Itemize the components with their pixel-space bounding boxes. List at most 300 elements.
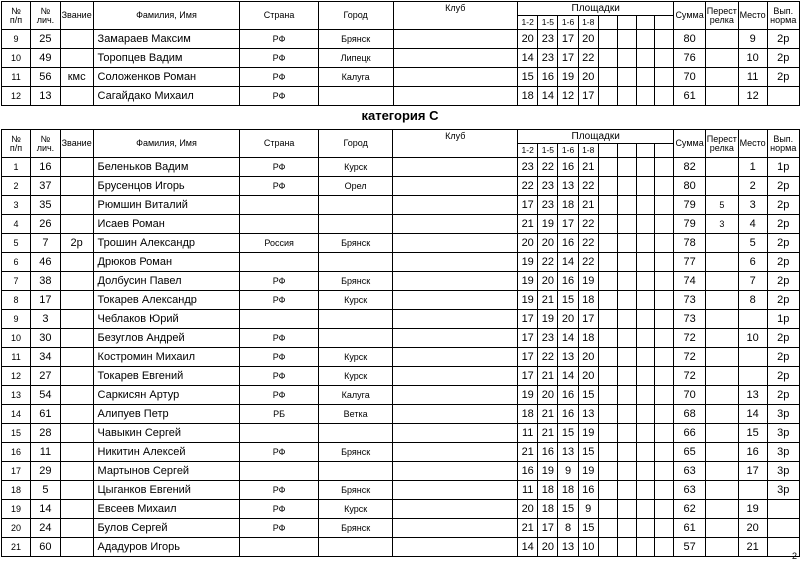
cell-summa: 76 bbox=[674, 49, 706, 68]
cell-fio: Чеблаков Юрий bbox=[93, 310, 240, 329]
table-row bbox=[2, 348, 800, 367]
cell-ploshchadka-7 bbox=[636, 443, 655, 462]
cell-vyp: 2р bbox=[767, 348, 799, 367]
header-ploshchadki: Площадки bbox=[518, 130, 674, 144]
cell-klub bbox=[393, 158, 518, 177]
cell-pereset bbox=[705, 234, 738, 253]
header-line: норма bbox=[770, 142, 797, 153]
cell-zvanie: кмс bbox=[60, 68, 93, 87]
cell-gorod: Липецк bbox=[318, 49, 393, 68]
cell-pereset bbox=[705, 30, 738, 49]
cell-np: 12 bbox=[2, 87, 31, 106]
cell-strana: РФ bbox=[240, 158, 318, 177]
cell-np: 1 bbox=[2, 158, 31, 177]
cell-pereset bbox=[705, 158, 738, 177]
cell-gorod bbox=[318, 87, 393, 106]
cell-fio: Исаев Роман bbox=[93, 215, 240, 234]
cell-strana: РФ bbox=[240, 30, 318, 49]
cell-klub bbox=[393, 481, 518, 500]
cell-pereset bbox=[705, 462, 738, 481]
cell-zvanie: 2р bbox=[60, 234, 93, 253]
cell-nlic: 37 bbox=[31, 177, 61, 196]
cell-mesto: 19 bbox=[738, 500, 767, 519]
cell-ploshchadka-4: 20 bbox=[578, 68, 598, 87]
cell-zvanie bbox=[60, 386, 93, 405]
cell-ploshchadka-3: 17 bbox=[558, 30, 578, 49]
cell-gorod: Курск bbox=[318, 348, 393, 367]
cell-np: 11 bbox=[2, 68, 31, 87]
cell-ploshchadka-2: 18 bbox=[538, 481, 558, 500]
cell-np: 11 bbox=[2, 348, 31, 367]
cell-fio: Евсеев Михаил bbox=[93, 500, 240, 519]
cell-strana: РФ bbox=[240, 519, 318, 538]
cell-vyp bbox=[767, 87, 799, 106]
table-row bbox=[2, 443, 800, 462]
header-row bbox=[2, 130, 800, 144]
cell-zvanie bbox=[60, 310, 93, 329]
cell-ploshchadka-8 bbox=[655, 443, 674, 462]
cell-ploshchadka-4: 20 bbox=[578, 367, 598, 386]
cell-ploshchadka-4: 15 bbox=[578, 519, 598, 538]
cell-gorod: Курск bbox=[318, 500, 393, 519]
cell-vyp: 2р bbox=[767, 329, 799, 348]
cell-summa: 68 bbox=[674, 405, 706, 424]
cell-klub bbox=[393, 348, 518, 367]
header-summa: Сумма bbox=[674, 2, 706, 30]
header-ploshchadka-3: 1-6 bbox=[558, 16, 578, 30]
cell-ploshchadka-5 bbox=[598, 462, 617, 481]
table-row bbox=[2, 272, 800, 291]
cell-gorod bbox=[318, 424, 393, 443]
cell-vyp: 2р bbox=[767, 291, 799, 310]
cell-vyp: 2р bbox=[767, 386, 799, 405]
cell-nlic: 13 bbox=[31, 87, 61, 106]
cell-vyp: 2р bbox=[767, 177, 799, 196]
cell-ploshchadka-2: 18 bbox=[538, 500, 558, 519]
header-line: лич. bbox=[36, 14, 55, 25]
cell-strana bbox=[240, 253, 318, 272]
cell-vyp: 2р bbox=[767, 68, 799, 87]
cell-klub bbox=[393, 386, 518, 405]
cell-ploshchadka-6 bbox=[617, 386, 636, 405]
cell-pereset bbox=[705, 538, 738, 557]
cell-ploshchadka-7 bbox=[636, 291, 655, 310]
table-row bbox=[2, 234, 800, 253]
cell-pereset bbox=[705, 519, 738, 538]
cell-ploshchadka-3: 17 bbox=[558, 49, 578, 68]
cell-ploshchadka-4: 15 bbox=[578, 386, 598, 405]
cell-mesto: 15 bbox=[738, 424, 767, 443]
cell-zvanie bbox=[60, 405, 93, 424]
cell-ploshchadka-5 bbox=[598, 329, 617, 348]
cell-nlic: 5 bbox=[31, 481, 61, 500]
cell-ploshchadka-3: 16 bbox=[558, 234, 578, 253]
cell-ploshchadka-5 bbox=[598, 367, 617, 386]
header-zvanie: Звание bbox=[60, 2, 93, 30]
cell-ploshchadka-2: 16 bbox=[538, 68, 558, 87]
header-zvanie: Звание bbox=[60, 130, 93, 158]
header-line: № bbox=[40, 133, 51, 144]
header-ploshchadka-8 bbox=[655, 144, 674, 158]
table-row bbox=[2, 519, 800, 538]
cell-pereset bbox=[705, 310, 738, 329]
cell-ploshchadka-5 bbox=[598, 443, 617, 462]
cell-ploshchadka-8 bbox=[655, 348, 674, 367]
cell-ploshchadka-5 bbox=[598, 196, 617, 215]
cell-np: 21 bbox=[2, 538, 31, 557]
cell-ploshchadka-2: 23 bbox=[538, 30, 558, 49]
cell-ploshchadka-6 bbox=[617, 443, 636, 462]
cell-ploshchadka-2: 20 bbox=[538, 234, 558, 253]
cell-ploshchadka-1: 16 bbox=[518, 462, 538, 481]
cell-pereset bbox=[705, 367, 738, 386]
cell-strana: РФ bbox=[240, 348, 318, 367]
cell-ploshchadka-5 bbox=[598, 519, 617, 538]
cell-ploshchadka-7 bbox=[636, 310, 655, 329]
cell-np: 9 bbox=[2, 30, 31, 49]
header-mesto: Место bbox=[738, 130, 767, 158]
cell-fio: Саркисян Артур bbox=[93, 386, 240, 405]
cell-fio: Никитин Алексей bbox=[93, 443, 240, 462]
cell-gorod bbox=[318, 310, 393, 329]
cell-ploshchadka-3: 15 bbox=[558, 291, 578, 310]
cell-ploshchadka-1: 17 bbox=[518, 329, 538, 348]
table-row bbox=[2, 49, 800, 68]
cell-np: 6 bbox=[2, 253, 31, 272]
cell-ploshchadka-5 bbox=[598, 348, 617, 367]
cell-ploshchadka-2: 19 bbox=[538, 215, 558, 234]
header-line: Вып. bbox=[773, 133, 794, 144]
cell-ploshchadka-4: 21 bbox=[578, 196, 598, 215]
cell-np: 16 bbox=[2, 443, 31, 462]
cell-ploshchadka-1: 14 bbox=[518, 49, 538, 68]
cell-vyp: 1р bbox=[767, 310, 799, 329]
cell-ploshchadka-8 bbox=[655, 215, 674, 234]
cell-np: 18 bbox=[2, 481, 31, 500]
cell-vyp: 1р bbox=[767, 158, 799, 177]
cell-ploshchadka-1: 17 bbox=[518, 310, 538, 329]
cell-zvanie bbox=[60, 462, 93, 481]
cell-zvanie bbox=[60, 215, 93, 234]
cell-ploshchadka-3: 9 bbox=[558, 462, 578, 481]
header-ploshchadka-5 bbox=[598, 144, 617, 158]
cell-ploshchadka-8 bbox=[655, 272, 674, 291]
cell-ploshchadka-3: 20 bbox=[558, 310, 578, 329]
cell-klub bbox=[393, 367, 518, 386]
cell-strana: РФ bbox=[240, 481, 318, 500]
cell-gorod bbox=[318, 462, 393, 481]
table-row bbox=[2, 215, 800, 234]
cell-klub bbox=[393, 234, 518, 253]
cell-ploshchadka-7 bbox=[636, 68, 655, 87]
cell-mesto: 8 bbox=[738, 291, 767, 310]
header-ploshchadka-4: 1-8 bbox=[578, 16, 598, 30]
header-nlic bbox=[31, 2, 61, 30]
cell-ploshchadka-7 bbox=[636, 272, 655, 291]
cell-fio: Трошин Александр bbox=[93, 234, 240, 253]
cell-np: 9 bbox=[2, 310, 31, 329]
cell-np: 20 bbox=[2, 519, 31, 538]
category-title: категория С bbox=[361, 108, 439, 123]
table-row bbox=[2, 367, 800, 386]
cell-ploshchadka-6 bbox=[617, 348, 636, 367]
table-row bbox=[2, 177, 800, 196]
cell-ploshchadka-2: 23 bbox=[538, 177, 558, 196]
cell-ploshchadka-2: 20 bbox=[538, 272, 558, 291]
cell-klub bbox=[393, 405, 518, 424]
header-strana: Страна bbox=[240, 2, 318, 30]
cell-ploshchadka-6 bbox=[617, 68, 636, 87]
cell-np: 2 bbox=[2, 177, 31, 196]
cell-zvanie bbox=[60, 329, 93, 348]
cell-ploshchadka-4: 22 bbox=[578, 215, 598, 234]
header-fio: Фамилия, Имя bbox=[93, 130, 240, 158]
cell-ploshchadka-7 bbox=[636, 196, 655, 215]
cell-summa: 66 bbox=[674, 424, 706, 443]
cell-klub bbox=[393, 87, 518, 106]
cell-summa: 77 bbox=[674, 253, 706, 272]
header-gorod: Город bbox=[318, 2, 393, 30]
cell-ploshchadka-4: 22 bbox=[578, 49, 598, 68]
cell-vyp: 3р bbox=[767, 462, 799, 481]
cell-strana: РБ bbox=[240, 405, 318, 424]
cell-klub bbox=[393, 68, 518, 87]
cell-pereset bbox=[705, 291, 738, 310]
cell-np: 10 bbox=[2, 49, 31, 68]
cell-mesto: 11 bbox=[738, 68, 767, 87]
cell-ploshchadka-4: 22 bbox=[578, 177, 598, 196]
cell-ploshchadka-6 bbox=[617, 291, 636, 310]
header-ploshchadka-6 bbox=[617, 144, 636, 158]
cell-ploshchadka-4: 20 bbox=[578, 348, 598, 367]
cell-fio: Безуглов Андрей bbox=[93, 329, 240, 348]
cell-np: 5 bbox=[2, 234, 31, 253]
cell-ploshchadka-8 bbox=[655, 253, 674, 272]
cell-fio: Рюмшин Виталий bbox=[93, 196, 240, 215]
cell-pereset bbox=[705, 272, 738, 291]
header-ploshchadka-7 bbox=[636, 16, 655, 30]
cell-strana bbox=[240, 462, 318, 481]
cell-zvanie bbox=[60, 49, 93, 68]
cell-klub bbox=[393, 215, 518, 234]
cell-ploshchadka-1: 17 bbox=[518, 196, 538, 215]
cell-ploshchadka-1: 21 bbox=[518, 215, 538, 234]
cell-ploshchadka-6 bbox=[617, 500, 636, 519]
cell-ploshchadka-8 bbox=[655, 158, 674, 177]
cell-ploshchadka-8 bbox=[655, 367, 674, 386]
cell-np: 15 bbox=[2, 424, 31, 443]
cell-zvanie bbox=[60, 196, 93, 215]
cell-ploshchadka-6 bbox=[617, 253, 636, 272]
cell-ploshchadka-5 bbox=[598, 272, 617, 291]
cell-ploshchadka-2: 22 bbox=[538, 158, 558, 177]
cell-ploshchadka-7 bbox=[636, 253, 655, 272]
cell-summa: 65 bbox=[674, 443, 706, 462]
header-summa: Сумма bbox=[674, 130, 706, 158]
cell-strana: РФ bbox=[240, 386, 318, 405]
cell-ploshchadka-4: 15 bbox=[578, 443, 598, 462]
cell-ploshchadka-1: 17 bbox=[518, 348, 538, 367]
cell-ploshchadka-7 bbox=[636, 367, 655, 386]
cell-fio: Чавыкин Сергей bbox=[93, 424, 240, 443]
cell-ploshchadka-6 bbox=[617, 177, 636, 196]
header-line: Вып. bbox=[773, 5, 794, 16]
cell-ploshchadka-6 bbox=[617, 234, 636, 253]
header-pereset bbox=[705, 130, 738, 158]
cell-ploshchadka-6 bbox=[617, 49, 636, 68]
cell-mesto: 10 bbox=[738, 329, 767, 348]
cell-vyp: 3р bbox=[767, 443, 799, 462]
cell-gorod: Курск bbox=[318, 291, 393, 310]
header-np bbox=[2, 2, 31, 30]
cell-ploshchadka-8 bbox=[655, 177, 674, 196]
cell-gorod: Брянск bbox=[318, 481, 393, 500]
cell-ploshchadka-3: 16 bbox=[558, 272, 578, 291]
cell-zvanie bbox=[60, 500, 93, 519]
cell-np: 17 bbox=[2, 462, 31, 481]
cell-gorod: Калуга bbox=[318, 386, 393, 405]
cell-ploshchadka-4: 19 bbox=[578, 462, 598, 481]
cell-ploshchadka-3: 13 bbox=[558, 443, 578, 462]
cell-pereset bbox=[705, 177, 738, 196]
cell-ploshchadka-1: 19 bbox=[518, 272, 538, 291]
cell-strana: Россия bbox=[240, 234, 318, 253]
cell-ploshchadka-7 bbox=[636, 329, 655, 348]
cell-fio: Ададуров Игорь bbox=[93, 538, 240, 557]
cell-np: 19 bbox=[2, 500, 31, 519]
cell-ploshchadka-8 bbox=[655, 386, 674, 405]
cell-ploshchadka-2: 19 bbox=[538, 310, 558, 329]
cell-zvanie bbox=[60, 291, 93, 310]
header-strana: Страна bbox=[240, 130, 318, 158]
cell-ploshchadka-8 bbox=[655, 234, 674, 253]
cell-ploshchadka-7 bbox=[636, 538, 655, 557]
cell-ploshchadka-6 bbox=[617, 367, 636, 386]
cell-mesto: 2 bbox=[738, 177, 767, 196]
cell-ploshchadka-6 bbox=[617, 481, 636, 500]
cell-fio: Беленьков Вадим bbox=[93, 158, 240, 177]
cell-ploshchadka-7 bbox=[636, 405, 655, 424]
table-row bbox=[2, 462, 800, 481]
cell-summa: 79 bbox=[674, 215, 706, 234]
table-row bbox=[2, 196, 800, 215]
cell-ploshchadka-6 bbox=[617, 424, 636, 443]
cell-ploshchadka-5 bbox=[598, 291, 617, 310]
cell-ploshchadka-2: 22 bbox=[538, 348, 558, 367]
cell-ploshchadka-6 bbox=[617, 196, 636, 215]
cell-strana: РФ bbox=[240, 367, 318, 386]
cell-ploshchadka-2: 22 bbox=[538, 253, 558, 272]
cell-ploshchadka-7 bbox=[636, 424, 655, 443]
table-row bbox=[2, 386, 800, 405]
table-row bbox=[2, 30, 800, 49]
cell-summa: 70 bbox=[674, 68, 706, 87]
results-table-category-c bbox=[1, 129, 800, 557]
cell-ploshchadka-7 bbox=[636, 462, 655, 481]
cell-zvanie bbox=[60, 177, 93, 196]
cell-ploshchadka-5 bbox=[598, 310, 617, 329]
cell-ploshchadka-6 bbox=[617, 538, 636, 557]
header-ploshchadka-5 bbox=[598, 16, 617, 30]
cell-np: 8 bbox=[2, 291, 31, 310]
cell-ploshchadka-2: 21 bbox=[538, 367, 558, 386]
cell-summa: 80 bbox=[674, 30, 706, 49]
cell-ploshchadka-4: 18 bbox=[578, 329, 598, 348]
cell-summa: 82 bbox=[674, 158, 706, 177]
cell-mesto: 13 bbox=[738, 386, 767, 405]
header-ploshchadka-1: 1-2 bbox=[518, 16, 538, 30]
cell-nlic: 17 bbox=[31, 291, 61, 310]
cell-fio: Мартынов Сергей bbox=[93, 462, 240, 481]
cell-ploshchadka-4: 18 bbox=[578, 291, 598, 310]
cell-ploshchadka-8 bbox=[655, 49, 674, 68]
cell-ploshchadka-1: 18 bbox=[518, 405, 538, 424]
cell-nlic: 46 bbox=[31, 253, 61, 272]
cell-ploshchadka-7 bbox=[636, 481, 655, 500]
cell-zvanie bbox=[60, 272, 93, 291]
header-ploshchadka-8 bbox=[655, 16, 674, 30]
cell-nlic: 3 bbox=[31, 310, 61, 329]
cell-nlic: 16 bbox=[31, 158, 61, 177]
cell-np: 7 bbox=[2, 272, 31, 291]
cell-pereset: 3 bbox=[705, 215, 738, 234]
cell-ploshchadka-3: 14 bbox=[558, 367, 578, 386]
cell-ploshchadka-1: 22 bbox=[518, 177, 538, 196]
cell-zvanie bbox=[60, 30, 93, 49]
header-np bbox=[2, 130, 31, 158]
cell-ploshchadka-4: 16 bbox=[578, 481, 598, 500]
cell-ploshchadka-8 bbox=[655, 500, 674, 519]
cell-zvanie bbox=[60, 424, 93, 443]
cell-summa: 57 bbox=[674, 538, 706, 557]
cell-vyp: 2р bbox=[767, 234, 799, 253]
table-row bbox=[2, 291, 800, 310]
cell-mesto bbox=[738, 310, 767, 329]
cell-ploshchadka-2: 20 bbox=[538, 386, 558, 405]
header-line: п/п bbox=[9, 14, 23, 25]
cell-mesto: 10 bbox=[738, 49, 767, 68]
cell-vyp: 2р bbox=[767, 367, 799, 386]
cell-ploshchadka-3: 14 bbox=[558, 329, 578, 348]
cell-pereset bbox=[705, 348, 738, 367]
cell-ploshchadka-7 bbox=[636, 348, 655, 367]
cell-ploshchadka-8 bbox=[655, 538, 674, 557]
cell-ploshchadka-7 bbox=[636, 519, 655, 538]
cell-ploshchadka-1: 21 bbox=[518, 443, 538, 462]
cell-nlic: 49 bbox=[31, 49, 61, 68]
cell-ploshchadka-8 bbox=[655, 310, 674, 329]
cell-fio: Брусенцов Игорь bbox=[93, 177, 240, 196]
cell-ploshchadka-5 bbox=[598, 234, 617, 253]
cell-klub bbox=[393, 462, 518, 481]
header-fio: Фамилия, Имя bbox=[93, 2, 240, 30]
cell-summa: 72 bbox=[674, 348, 706, 367]
cell-mesto: 5 bbox=[738, 234, 767, 253]
cell-vyp: 2р bbox=[767, 196, 799, 215]
cell-nlic: 60 bbox=[31, 538, 61, 557]
cell-mesto: 4 bbox=[738, 215, 767, 234]
cell-pereset bbox=[705, 500, 738, 519]
cell-ploshchadka-2: 21 bbox=[538, 405, 558, 424]
header-line: п/п bbox=[9, 142, 23, 153]
cell-pereset bbox=[705, 49, 738, 68]
header-klub: Клуб bbox=[393, 130, 518, 158]
cell-strana: РФ bbox=[240, 443, 318, 462]
header-ploshchadka-6 bbox=[617, 16, 636, 30]
cell-ploshchadka-1: 15 bbox=[518, 68, 538, 87]
cell-ploshchadka-3: 17 bbox=[558, 215, 578, 234]
cell-ploshchadka-4: 19 bbox=[578, 272, 598, 291]
